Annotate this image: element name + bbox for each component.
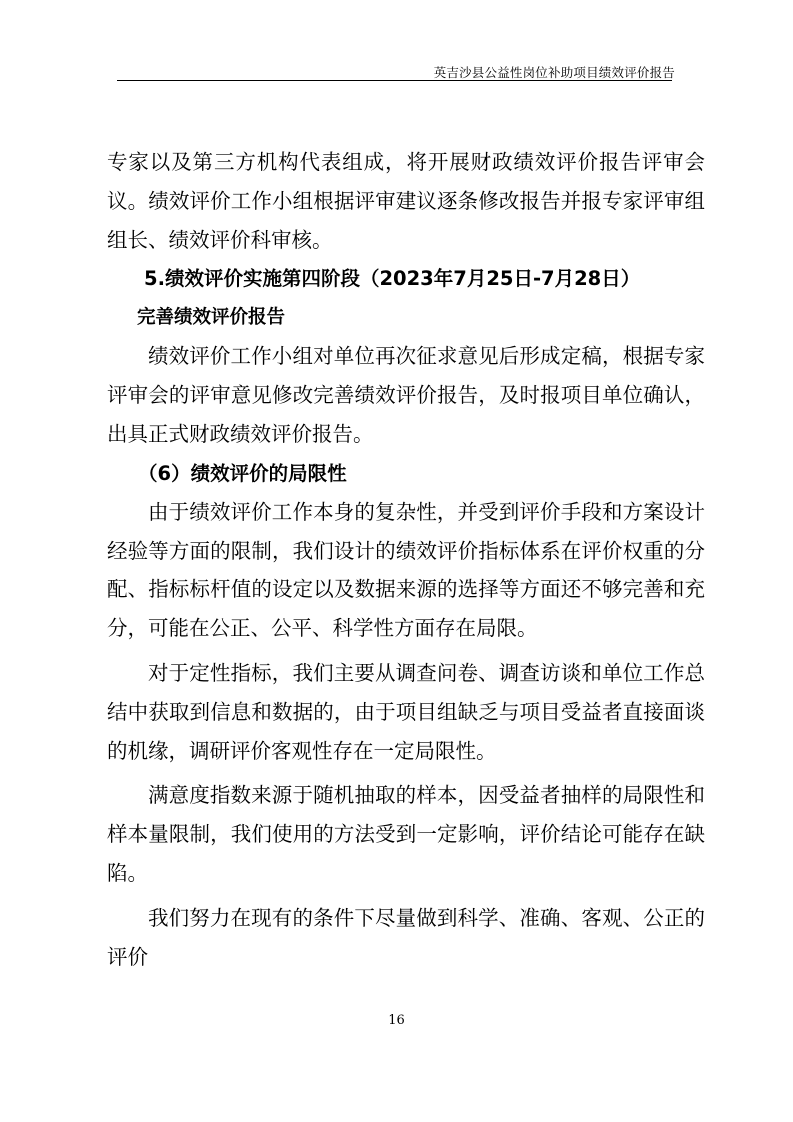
heading-stage-four: 5.绩效评价实施第四阶段（2023年7月25日-7月28日） <box>144 267 641 291</box>
header-divider <box>117 80 672 81</box>
paragraph-limitation-4: 我们努力在现有的条件下尽量做到科学、准确、客观、公正的评价 <box>107 905 705 969</box>
document-body <box>107 143 705 976</box>
running-header-title: 英吉沙县公益性岗位补助项目绩效评价报告 <box>433 65 675 80</box>
paragraph-continuation: 专家以及第三方机构代表组成，将开展财政绩效评价报告评审会议。绩效评价工作小组根据评审建议逐条修改报告并报专家评审组组长、绩效评价科审核。 <box>107 150 705 252</box>
paragraph-limitation-3: 满意度指数来源于随机抽取的样本，因受益者抽样的局限性和样本量限制，我们使用的方法受到一定影响，评价结论可能存在缺陷。 <box>107 783 705 885</box>
page-number: 16 <box>388 1013 405 1028</box>
heading-improve-report: 完善绩效评价报告 <box>137 307 286 329</box>
paragraph-limitation-1: 由于绩效评价工作本身的复杂性，并受到评价手段和方案设计经验等方面的限制，我们设计的绩效评价指标体系在评价权重的分配、指标标杆值的设定以及数据来源的选择等方面还不够完善和充分，可能在公正、公平、科学性方面存在局限。 <box>107 499 705 641</box>
paragraph-limitation-2: 对于定性指标，我们主要从调查问卷、调查访谈和单位工作总结中获取到信息和数据的，由于项目组缺乏与项目受益者直接面谈的机缘，调研评价客观性存在一定局限性。 <box>107 660 705 763</box>
paragraph-improve-report: 绩效评价工作小组对单位再次征求意见后形成定稿，根据专家评审会的评审意见修改完善绩效评价报告，及时报项目单位确认，出具正式财政绩效评价报告。 <box>107 344 705 446</box>
heading-limitations: （6）绩效评价的局限性 <box>138 461 347 485</box>
